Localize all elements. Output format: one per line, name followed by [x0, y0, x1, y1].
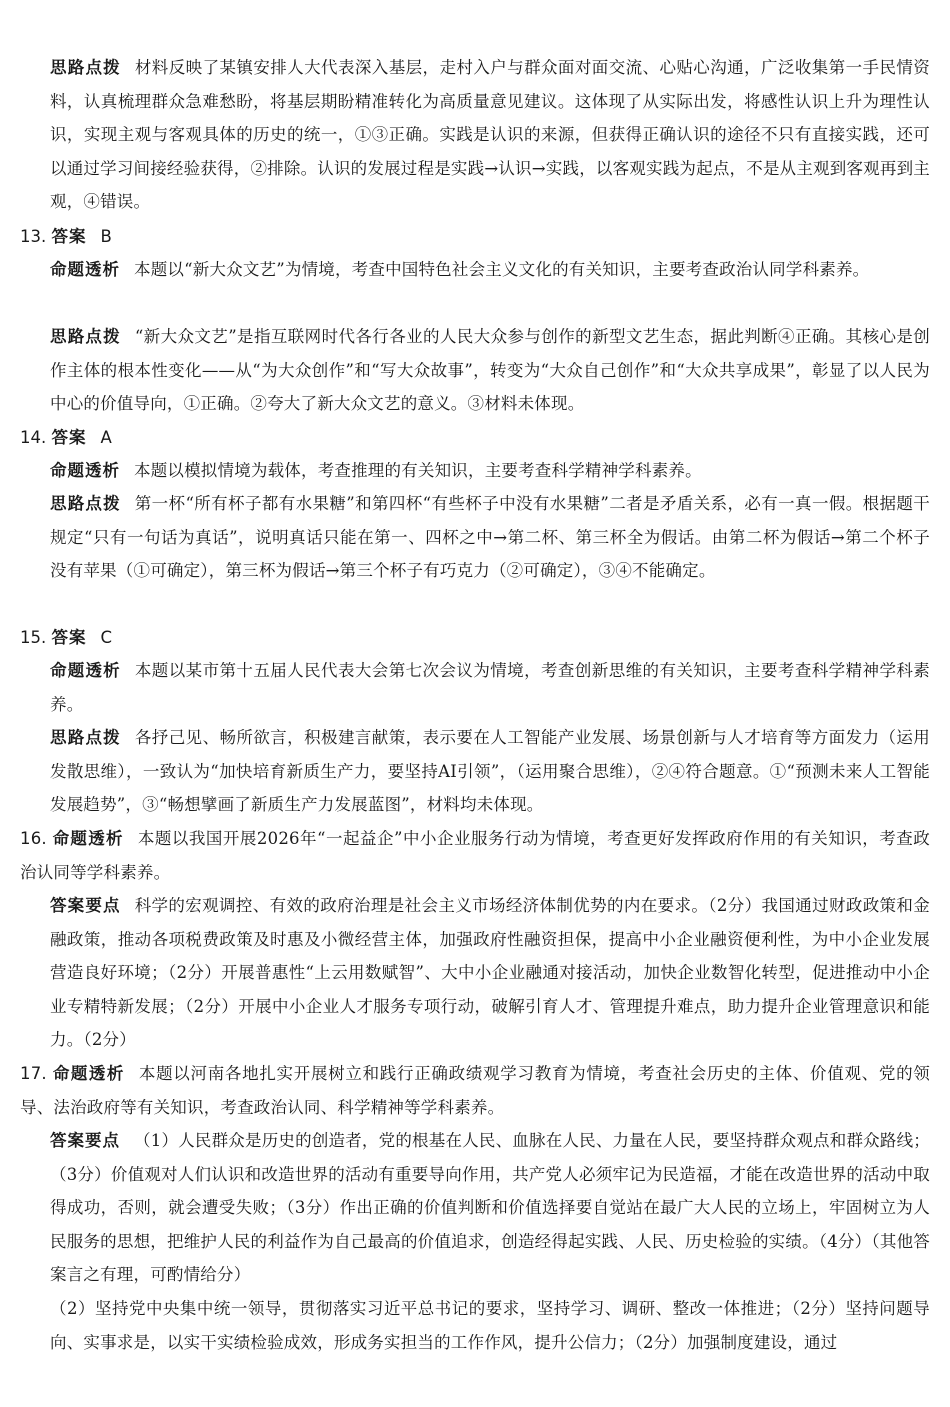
q13-number: 13. [20, 227, 47, 246]
q14-reason-label: 思路点拨 [50, 494, 121, 513]
q16-points [50, 889, 930, 1057]
q15-reason [50, 721, 930, 822]
q15-intent-label: 命题透析 [50, 661, 121, 680]
q13-intent-text: 本题以“新大众文艺”为情境，考查中国特色社会主义文化的有关知识，主要考查政治认同学科素养。 [134, 260, 870, 279]
q14-intent [50, 454, 930, 488]
q15-number: 15. [20, 628, 47, 647]
q14-number: 14. [20, 428, 47, 447]
q13-answer: B [100, 227, 112, 246]
q16-points-label: 答案要点 [50, 896, 121, 915]
q15-reason-text: 各抒己见、畅所欲言，积极建言献策，表示要在人工智能产业发展、场景创新与人才培育等方面发力（运用发散思维），一致认为“加快培育新质生产力，要坚持AI引领”，（运用聚合思维），②④符合题意。①“预测未来人工智能发展趋势”，③“畅想擘画了新质生产力发展蓝图”，材料均未体现。 [50, 728, 930, 814]
q16-number: 16. [20, 829, 47, 848]
q14-answer-label: 答案 [51, 428, 87, 447]
q15-answer-label: 答案 [51, 628, 87, 647]
q16-intent [20, 822, 930, 889]
q17-intent-text: 本题以河南各地扎实开展树立和践行正确政绩观学习教育为情境，考查社会历史的主体、价值观、党的领导、法治政府等有关知识，考查政治认同、科学精神等学科素养。 [20, 1064, 931, 1117]
q12-reason-text: 材料反映了某镇安排人大代表深入基层，走村入户与群众面对面交流、心贴心沟通，广泛收集第一手民情资料，认真梳理群众急难愁盼，将基层期盼精准转化为高质量意见建议。这体现了从实际出发，将感性认识上升为理性认识，实现主观与客观具体的历史的统一，①③正确。实践是认识的来源，但获得正确认识的途径不只有直接实践，还可以通过学习间接经验获得，②排除。认识的发展过程是实践→认识→实践，以客观实践为起点，不是从主观到客观再到主观，④错误。 [50, 58, 930, 211]
q15-reason-label: 思路点拨 [50, 728, 121, 747]
q14-intent-text: 本题以模拟情境为载体，考查推理的有关知识，主要考查科学精神学科素养。 [134, 461, 702, 480]
q17-points-label: 答案要点 [50, 1131, 121, 1150]
q16-intent-text: 本题以我国开展2026年“一起益企”中小企业服务行动为情境，考查更好发挥政府作用的有关知识，考查政治认同等学科素养。 [20, 829, 930, 882]
q13-reason-text: “新大众文艺”是指互联网时代各行各业的人民大众参与创作的新型文艺生态，据此判断④正确。其核心是创作主体的根本性变化——从“为大众创作”和“写大众故事”，转变为“大众自己创作”和“大众共享成果”，彰显了以人民为中心的价值导向，①正确。②夸大了新大众文艺的意义。③材料未体现。 [50, 327, 930, 413]
q13-answer-label: 答案 [51, 227, 87, 246]
q14-reason [50, 487, 930, 588]
q13-intent [50, 253, 930, 287]
q15-intent-text: 本题以某市第十五届人民代表大会第七次会议为情境，考查创新思维的有关知识，主要考查科学精神学科素养。 [50, 661, 930, 714]
q14-reason-text: 第一杯“所有杯子都有水果糖”和第四杯“有些杯子中没有水果糖”二者是矛盾关系，必有一真一假。根据题干规定“只有一句话为真话”，说明真话只能在第一、四杯之中→第二杯、第三杯全为假话。由第二杯为假话→第二个杯子没有苹果（①可确定），第三杯为假话→第三个杯子有巧克力（②可确定），③④不能确定。 [50, 494, 930, 580]
q17-points-text-1: （1）人民群众是历史的创造者，党的根基在人民、血脉在人民、力量在人民，要坚持群众观点和群众路线；（3分）价值观对人们认识和改造世界的活动有重要导向作用，共产党人必须牢记为民造福，才能在改造世界的活动中取得成功，否则，就会遭受失败；（3分）作出正确的价值判断和价值选择要自觉站在最广大人民的立场上，牢固树立为人民服务的思想，把维护人民的利益作为自己最高的价值追求，创造经得起实践、人民、历史检验的实绩。（4分）（其他答案言之有理，可酌情给分） [50, 1131, 930, 1284]
q14-header [20, 421, 112, 455]
q17-points-1 [50, 1124, 930, 1292]
q13-reason-label: 思路点拨 [50, 327, 121, 346]
q16-intent-label: 命题透析 [52, 829, 124, 848]
q17-intent [20, 1057, 930, 1124]
q12-reason-label: 思路点拨 [50, 58, 121, 77]
q17-points-2 [50, 1292, 930, 1407]
q13-header [20, 220, 112, 254]
q17-number: 17. [20, 1064, 47, 1083]
q14-answer: A [100, 428, 112, 447]
q13-reason [50, 320, 930, 421]
q14-intent-label: 命题透析 [50, 461, 120, 480]
q16-points-text: 科学的宏观调控、有效的政府治理是社会主义市场经济体制优势的内在要求。（2分）我国通过财政政策和金融政策，推动各项税费政策及时惠及小微经营主体，加强政府性融资担保，提高中小企业融资便利性，为中小企业发展营造良好环境；（2分）开展普惠性“上云用数赋智”、大中小企业融通对接活动，加快企业数智化转型，促进推动中小企业专精特新发展；（2分）开展中小企业人才服务专项行动，破解引育人才、管理提升难点，助力提升企业管理意识和能力。（2分） [50, 896, 930, 1049]
q17-points-text-2: （2）坚持党中央集中统一领导，贯彻落实习近平总书记的要求，坚持学习、调研、整改一体推进；（2分）坚持问题导向、实事求是，以实干实绩检验成效，形成务实担当的工作作风，提升公信力；（2分）加强制度建设，通过 [50, 1299, 930, 1352]
q12-reason [50, 51, 930, 219]
q13-intent-label: 命题透析 [50, 260, 120, 279]
q17-intent-label: 命题透析 [52, 1064, 125, 1083]
q15-header [20, 621, 112, 655]
q15-answer: C [100, 628, 113, 647]
q15-intent [50, 654, 930, 721]
